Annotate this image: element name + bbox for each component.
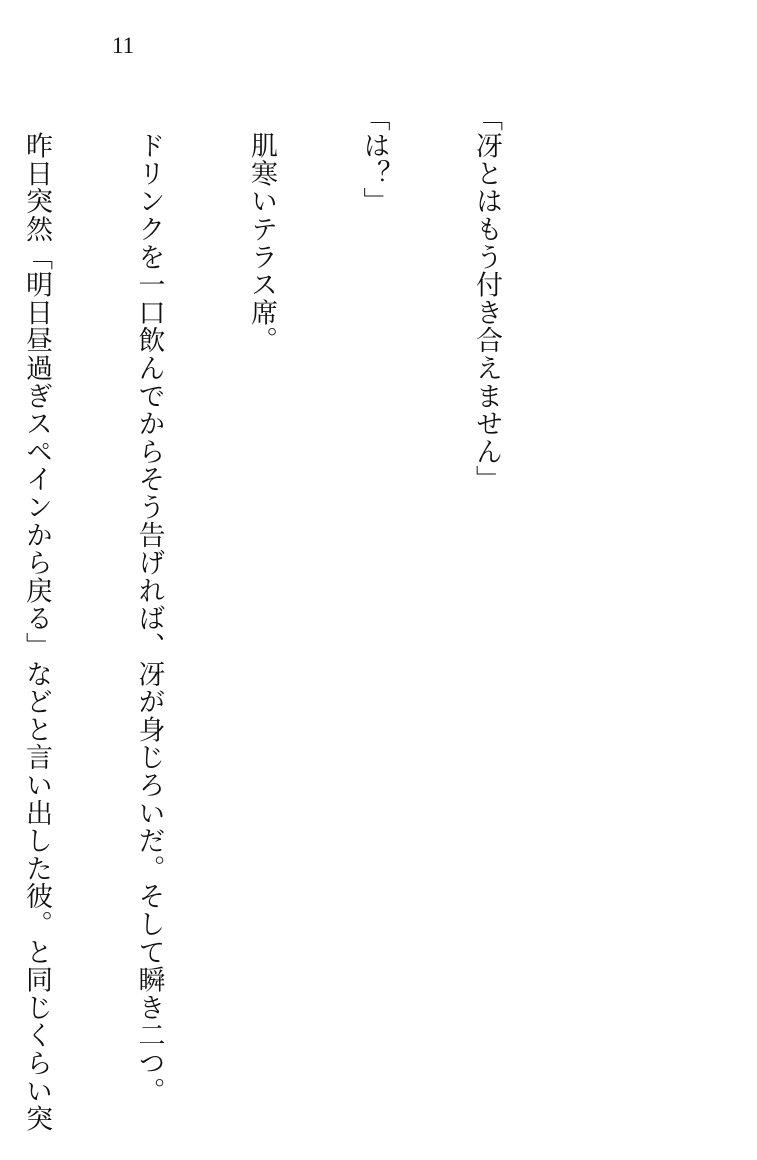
text-line-3: 肌寒いテラス席。 [246,104,277,355]
page-number: 11 [112,33,135,58]
text-line-4: ドリンクを一口飲んでからそう告げれば、冴が身じろいだ。そして瞬き二つ。 [133,104,165,1105]
text-line-2: 「は？」 [358,104,390,216]
text-line-5: 昨日突然「明日昼過ぎスペインから戻る」などと言い出した彼。と同じくらい突 [21,104,52,1133]
text-line-1: 「冴とはもう付き合えません」 [471,104,502,494]
novel-text-block [0,104,580,1133]
